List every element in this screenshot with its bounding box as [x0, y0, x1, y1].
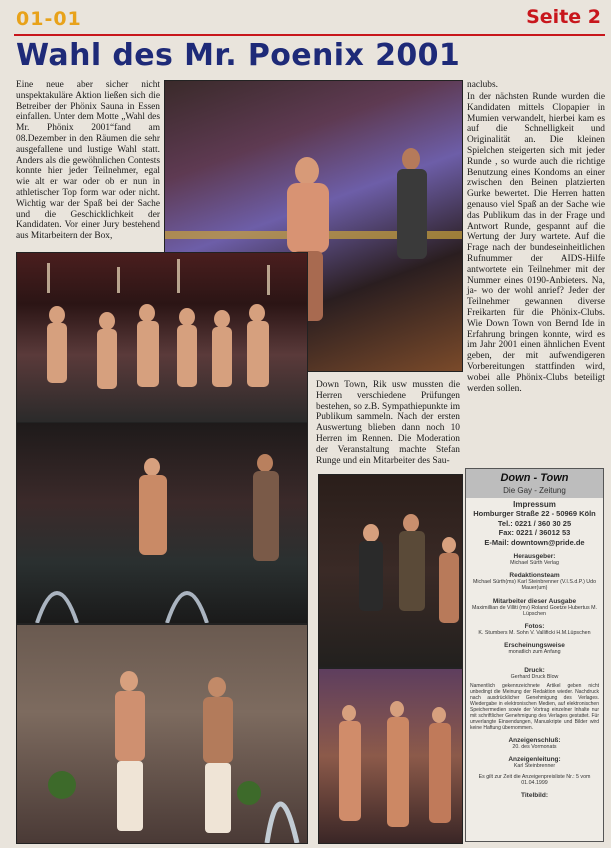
redaktion-value: Michael Sürth(ms) Karl Steinbrenner (V.I.S.d.P.) Udo Mauer(um): [472, 579, 597, 592]
anzeigenschluss-label: Anzeigenschluß:: [508, 736, 561, 744]
photo-mummy-round-figures: [17, 625, 307, 843]
page-number: Seite 2: [526, 6, 601, 28]
herausgeber-label: Herausgeber:: [513, 553, 556, 560]
anzeigenleitung-label: Anzeigenleitung:: [508, 755, 561, 763]
photo-group-candidates: [16, 252, 308, 424]
disclaimer-text: Namentlich gekennzeichnete Artikel geben nicht unbedingt die Meinung der Redaktion wieder. Nachdruck nach ausdrücklicher Genehmigung des Verlages. Wiedergabe in elektronischen Medien, auf elektronischen Speichermedien sowie der Vortrag einzelner Inhalte nur mit schriftlicher Genehmigung des Verlages gestattet. Für unverlangte Einsendungen, Manuskripte und Bilder wird keine Haftung übernommen.: [470, 682, 599, 731]
titelbild-label: Titelbild:: [521, 792, 548, 800]
impressum-address: Homburger Straße 22 - 50969 Köln: [473, 509, 596, 518]
druck-value: Gerhard Druck Blow: [510, 674, 559, 681]
issue-number: 01-01: [16, 8, 82, 30]
druck-label: Druck:: [524, 667, 545, 675]
headline: Wahl des Mr. Poenix 2001: [16, 38, 461, 73]
anzeigenleitung-value: Karl Steinbrenner: [513, 762, 556, 769]
photo-interview: [318, 474, 463, 668]
photo-interview-figures: [319, 475, 462, 667]
preisliste-text: Es gilt zur Zeit die Anzeigenpreisliste Nr.: 5 vom 01.04.1999: [478, 774, 591, 787]
photo-wrapped-candidates-figures: [319, 669, 462, 843]
mitarbeiter-value: Maximillian de Villiti (mv) Roland Goetze Hubertus M. Lüpschen: [471, 604, 597, 617]
photo-pool-scene: [16, 422, 308, 624]
impressum-box: [465, 468, 604, 842]
anzeigenschluss-value: 20. des Vormonats: [512, 743, 557, 750]
mitarbeiter-label: Mitarbeiter dieser Ausgabe: [492, 597, 577, 605]
photo-pool-scene-figures: [17, 423, 307, 623]
impressum-subtitle: Die Gay - Zeitung: [466, 485, 603, 498]
photo-group-candidates-figures: [17, 253, 307, 423]
fotos-value: K. Stumbers M. Sohn V. Vallificki H.M.Lüpschen: [478, 630, 591, 637]
fotos-label: Fotos:: [524, 623, 545, 631]
erscheinung-value: monatlich zum Anfang: [508, 649, 561, 656]
erscheinung-label: Erscheinungsweise: [504, 642, 565, 650]
photo-wrapped-candidates: [318, 668, 463, 844]
impressum-label: Impressum: [513, 500, 556, 509]
herausgeber-value: Michael Sürth Verlag: [510, 560, 559, 566]
redaktion-label: Redaktionsteam: [509, 572, 560, 580]
impressum-email: E-Mail: downtown@pride.de: [484, 537, 585, 547]
article-column-right: In der nächsten Runde wurden die Kandidaten mittels Clopapier in Mumien verwandelt, hierbei kam es auf die Schnelligkeit und Originalität an. Die kleinen Spielchen steigerten sich mit jeder Runde , so wurde auch die richtige Benutzung eines Kondoms an einer zwischen den Beinen platzierten Gurke bewertet. Die Herren hatten genauso viel Spaß an der Sache wie das Publikum das in der Frage und Antwort Runde, gespannt auf die Wertung der Jury wartete. Auf die Frage nach der bundeseinheitlichen Rufnummer der AIDS-Hilfe antwortete ein Teilnehmer mit der Nummer eines 0190-Anbieters. Na, ja- wo der wohl anrief? Jeder der Teilnehmer gewannen diverse Freikarten für die Phönix-Clubs. Wie Down Town von Bernd Ide in Erfahrung bringen konnte, wird es im Jahr 2001 einen ähnlichen Event geben, der mit aufwendigeren Vorbereitungen stattfinden wird, wobei alle Phönix-Clubs beteiligt werden sollen.: [467, 92, 605, 394]
header-rule: [14, 34, 605, 36]
impressum-tel: Tel.: 0221 / 360 30 25: [497, 518, 572, 528]
article-column-left: Eine neue aber sicher nicht unspektakuläre Aktion ließen sich die Betreiber der Phönix Sauna in Essen einfallen. Unter dem Motte „Wahl des Mr. Phönix 2001“fand am 08.Dezember in den Räumen die sehr ausgefallene und lustige Wahl statt. Anders als die gewöhnlichen Contests konnte hier jeder Teilnehmer, egal wie alt er war oder ob er nun in athletischer Top form war oder nicht. Wichtig war der Spaß bei der Sache und die Geschicklichkeit der Kandidaten. Vor einer Jury bestehend aus Mitarbeitern der Box,: [16, 80, 160, 242]
article-column-right-top: naclubs.: [467, 80, 498, 90]
photo-mummy-round: [16, 624, 308, 844]
article-column-middle: Down Town, Rik usw mussten die Herren verschiedene Prüfungen bestehen, so z.B. Sympathiepunkte im Publikum sammeln. Nach der ersten Auswertung blieben dann noch 10 Herren im Rennen. Die Moderation der Veranstaltung machte Stefan Runge und ein Mitarbeiter des Sau-: [316, 380, 460, 466]
impressum-fax: Fax: 0221 / 36012 53: [498, 528, 571, 537]
impressum-title: Down - Town: [466, 469, 603, 485]
